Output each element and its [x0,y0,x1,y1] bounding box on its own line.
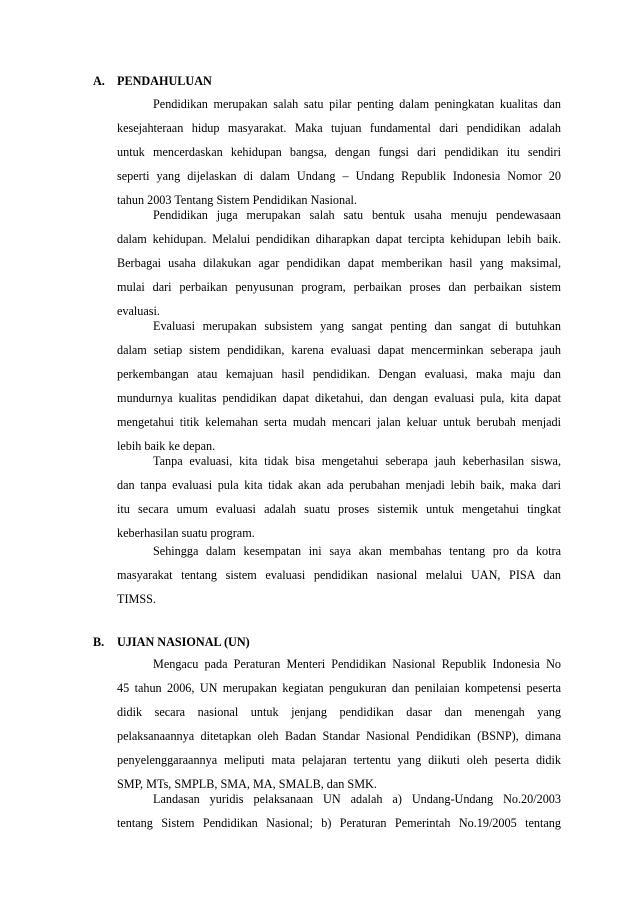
text-line: dalam kehidupan. Melalui pendidikan diharapkan dapat tercipta kehidupan lebih baik. [117,232,561,246]
section-letter: B. [93,635,105,649]
text-line: Evaluasi merupakan subsistem yang sangat penting dan sangat di butuhkan [153,319,561,333]
text-line: Pendidikan merupakan salah satu pilar penting dalam peningkatan kualitas dan [153,97,561,111]
text-line: lebih baik ke depan. [117,439,216,453]
text-line: Berbagai usaha dilakukan agar pendidikan dapat memberikan hasil yang maksimal, [117,256,561,270]
text-line: mulai dari perbaikan penyusunan program, perbaikan proses dan perbaikan sistem [117,280,561,294]
text-line: penyelenggaraannya meliputi mata pelajaran tertentu yang diikuti oleh peserta didik [117,753,561,767]
paragraph [117,92,561,212]
text-line: pelaksanaannya ditetapkan oleh Badan Standar Nasional Pendidikan (BSNP), dimana [117,729,561,743]
text-line: seperti yang dijelaskan di dalam Undang – Undang Republik Indonesia Nomor 20 [117,169,561,183]
text-line: dan tanpa evaluasi pula kita tidak akan ada perubahan menjadi lebih baik, maka dari [117,478,561,492]
paragraph [117,449,561,545]
section-letter: A. [93,74,105,88]
text-line: evaluasi. [117,304,160,318]
paragraph [117,203,561,323]
section-heading-a [93,73,212,89]
text-line: Sehingga dalam kesempatan ini saya akan membahas tentang pro da kotra [153,544,561,558]
text-line: tahun 2003 Tentang Sistem Pendidikan Nasional. [117,193,357,207]
section-title: UJIAN NASIONAL (UN) [117,635,250,649]
text-line: masyarakat tentang sistem evaluasi pendidikan nasional melalui UAN, PISA dan [117,568,561,582]
text-line: itu secara umum evaluasi adalah suatu proses sistemik untuk mengetahui tingkat [117,502,561,516]
text-line: SMP, MTs, SMPLB, SMA, MA, SMALB, dan SMK. [117,777,377,791]
text-line: TIMSS. [117,592,156,606]
paragraph [117,539,561,611]
text-line: mundurnya kualitas pendidikan dapat diketahui, dan dengan evaluasi pula, kita dapat [117,391,561,405]
section-heading-b [93,634,250,650]
section-title: PENDAHULUAN [117,74,212,88]
text-line: keberhasilan suatu program. [117,526,255,540]
text-line: mengetahui titik kelemahan serta mudah mencari jalan keluar untuk berubah menjadi [117,415,561,429]
text-line: tentang Sistem Pendidikan Nasional; b) Peraturan Pemerintah No.19/2005 tentang [117,816,561,830]
paragraph [117,787,561,835]
text-line: didik secara nasional untuk jenjang pendidikan dasar dan menengah yang [117,705,561,719]
text-line: untuk mencerdaskan kehidupan bangsa, dengan fungsi dari pendidikan itu sendiri [117,145,561,159]
paragraph [117,314,561,458]
text-line: Pendidikan juga merupakan salah satu bentuk usaha menuju pendewasaan [153,208,561,222]
paragraph [117,652,561,796]
text-line: Landasan yuridis pelaksanaan UN adalah a) Undang-Undang No.20/2003 [153,792,561,806]
text-line: Tanpa evaluasi, kita tidak bisa mengetahui seberapa jauh keberhasilan siswa, [153,454,561,468]
text-line: perkembangan atau kemajuan hasil pendidikan. Dengan evaluasi, maka maju dan [117,367,561,381]
text-line: kesejahteraan hidup masyarakat. Maka tujuan fundamental dari pendidikan adalah [117,121,561,135]
text-line: Mengacu pada Peraturan Menteri Pendidikan Nasional Republik Indonesia No [153,657,561,671]
text-line: dalam setiap sistem pendidikan, karena evaluasi dapat mencerminkan seberapa jauh [117,343,561,357]
text-line: 45 tahun 2006, UN merupakan kegiatan pengukuran dan penilaian kompetensi peserta [117,681,561,695]
